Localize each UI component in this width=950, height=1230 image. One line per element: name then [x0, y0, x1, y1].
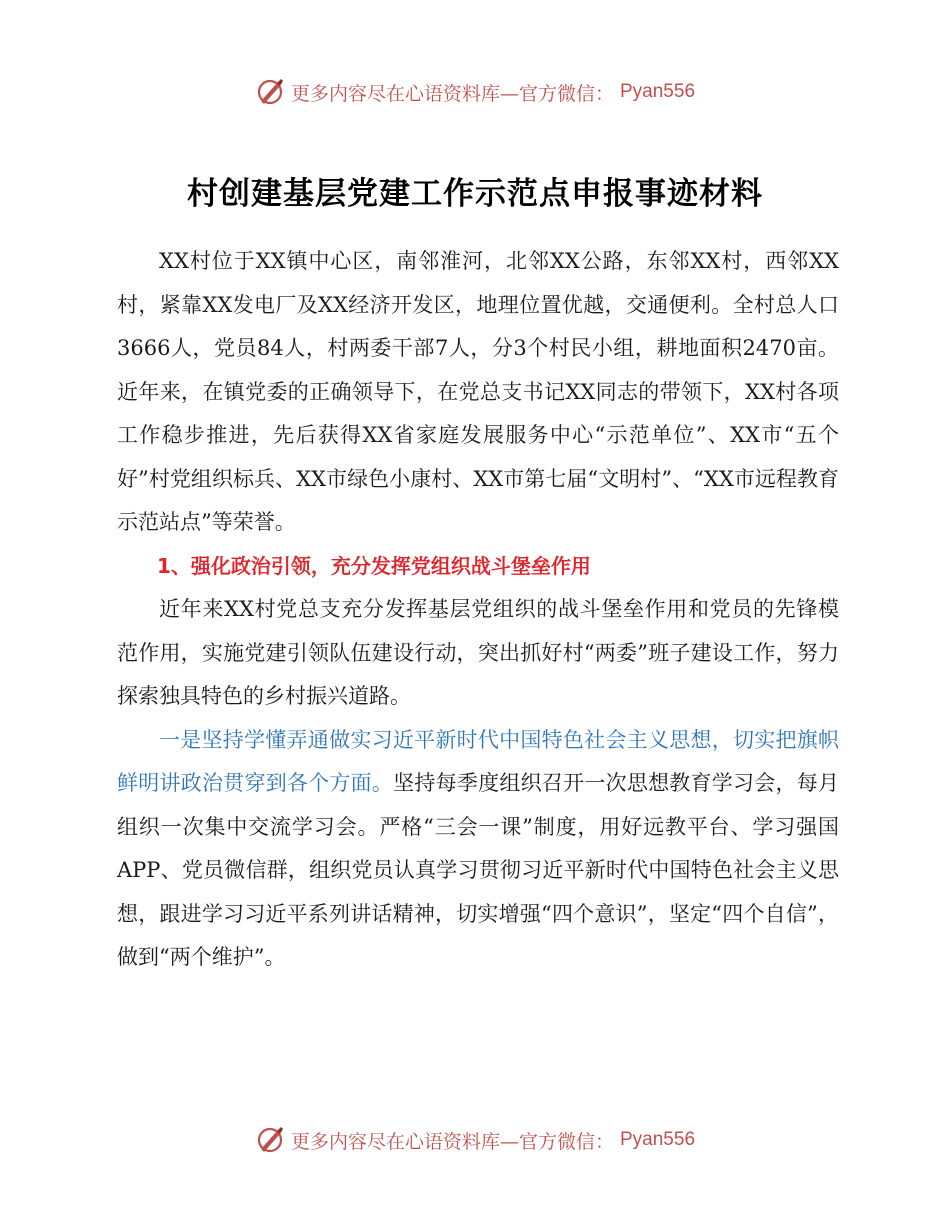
point1-body: 坚持每季度组织召开一次思想教育学习会，每月组织一次集中交流学习会。严格“三会一课”制度，用好远教平台、学习强国APP、党员微信群，组织党员认真学习贯彻习近平新时代中国特色社会主义思想，跟进学习习近平系列讲话精神，切实增强“四个意识”，坚定“四个自信”，做到“两个维护”。 — [117, 771, 840, 969]
banner-wechat-id: Pyan556 — [620, 1129, 696, 1150]
banner-text: 更多内容尽在心语资料库—官方微信： — [290, 1130, 614, 1153]
point1-lead: 一是坚持学懂弄通做实习近平新时代中国特色社会主义思想，切实把旗帜鲜明讲政治贯穿到各个方面。 — [117, 727, 839, 795]
point1-paragraph — [117, 719, 839, 980]
section1-paragraph: 近年来XX村党总支充分发挥基层党组织的战斗堡垒作用和党员的先锋模范作用，实施党建引领队伍建设行动，突出抓好村“两委”班子建设工作，努力探索独具特色的乡村振兴道路。 — [117, 597, 839, 708]
section-heading-1: 1、强化政治引领，充分发挥党组织战斗堡垒作用 — [157, 553, 591, 578]
header-banner — [0, 72, 950, 112]
footer-banner — [0, 1120, 950, 1160]
red-pen-circle-icon — [255, 1125, 285, 1155]
document-title: 村创建基层党建工作示范点申报事迹材料 — [187, 176, 763, 212]
banner-wechat-id: Pyan556 — [620, 81, 696, 102]
banner-text: 更多内容尽在心语资料库—官方微信： — [290, 82, 614, 105]
document-body — [117, 240, 839, 980]
red-pen-circle-icon — [255, 77, 285, 107]
intro-paragraph: XX村位于XX镇中心区，南邻淮河，北邻XX公路，东邻XX村，西邻XX村，紧靠XX发电厂及XX经济开发区，地理位置优越，交通便利。全村总人口3666人，党员84人，村两委干部7人，分3个村民小组，耕地面积2470亩。近年来，在镇党委的正确领导下，在党总支书记XX同志的带领下，XX村各项工作稳步推进，先后获得XX省家庭发展服务中心“示范单位”、XX市“五个好”村党组织标兵、XX市绿色小康村、XX市第七届“文明村”、“XX市远程教育示范站点”等荣誉。 — [117, 249, 839, 534]
